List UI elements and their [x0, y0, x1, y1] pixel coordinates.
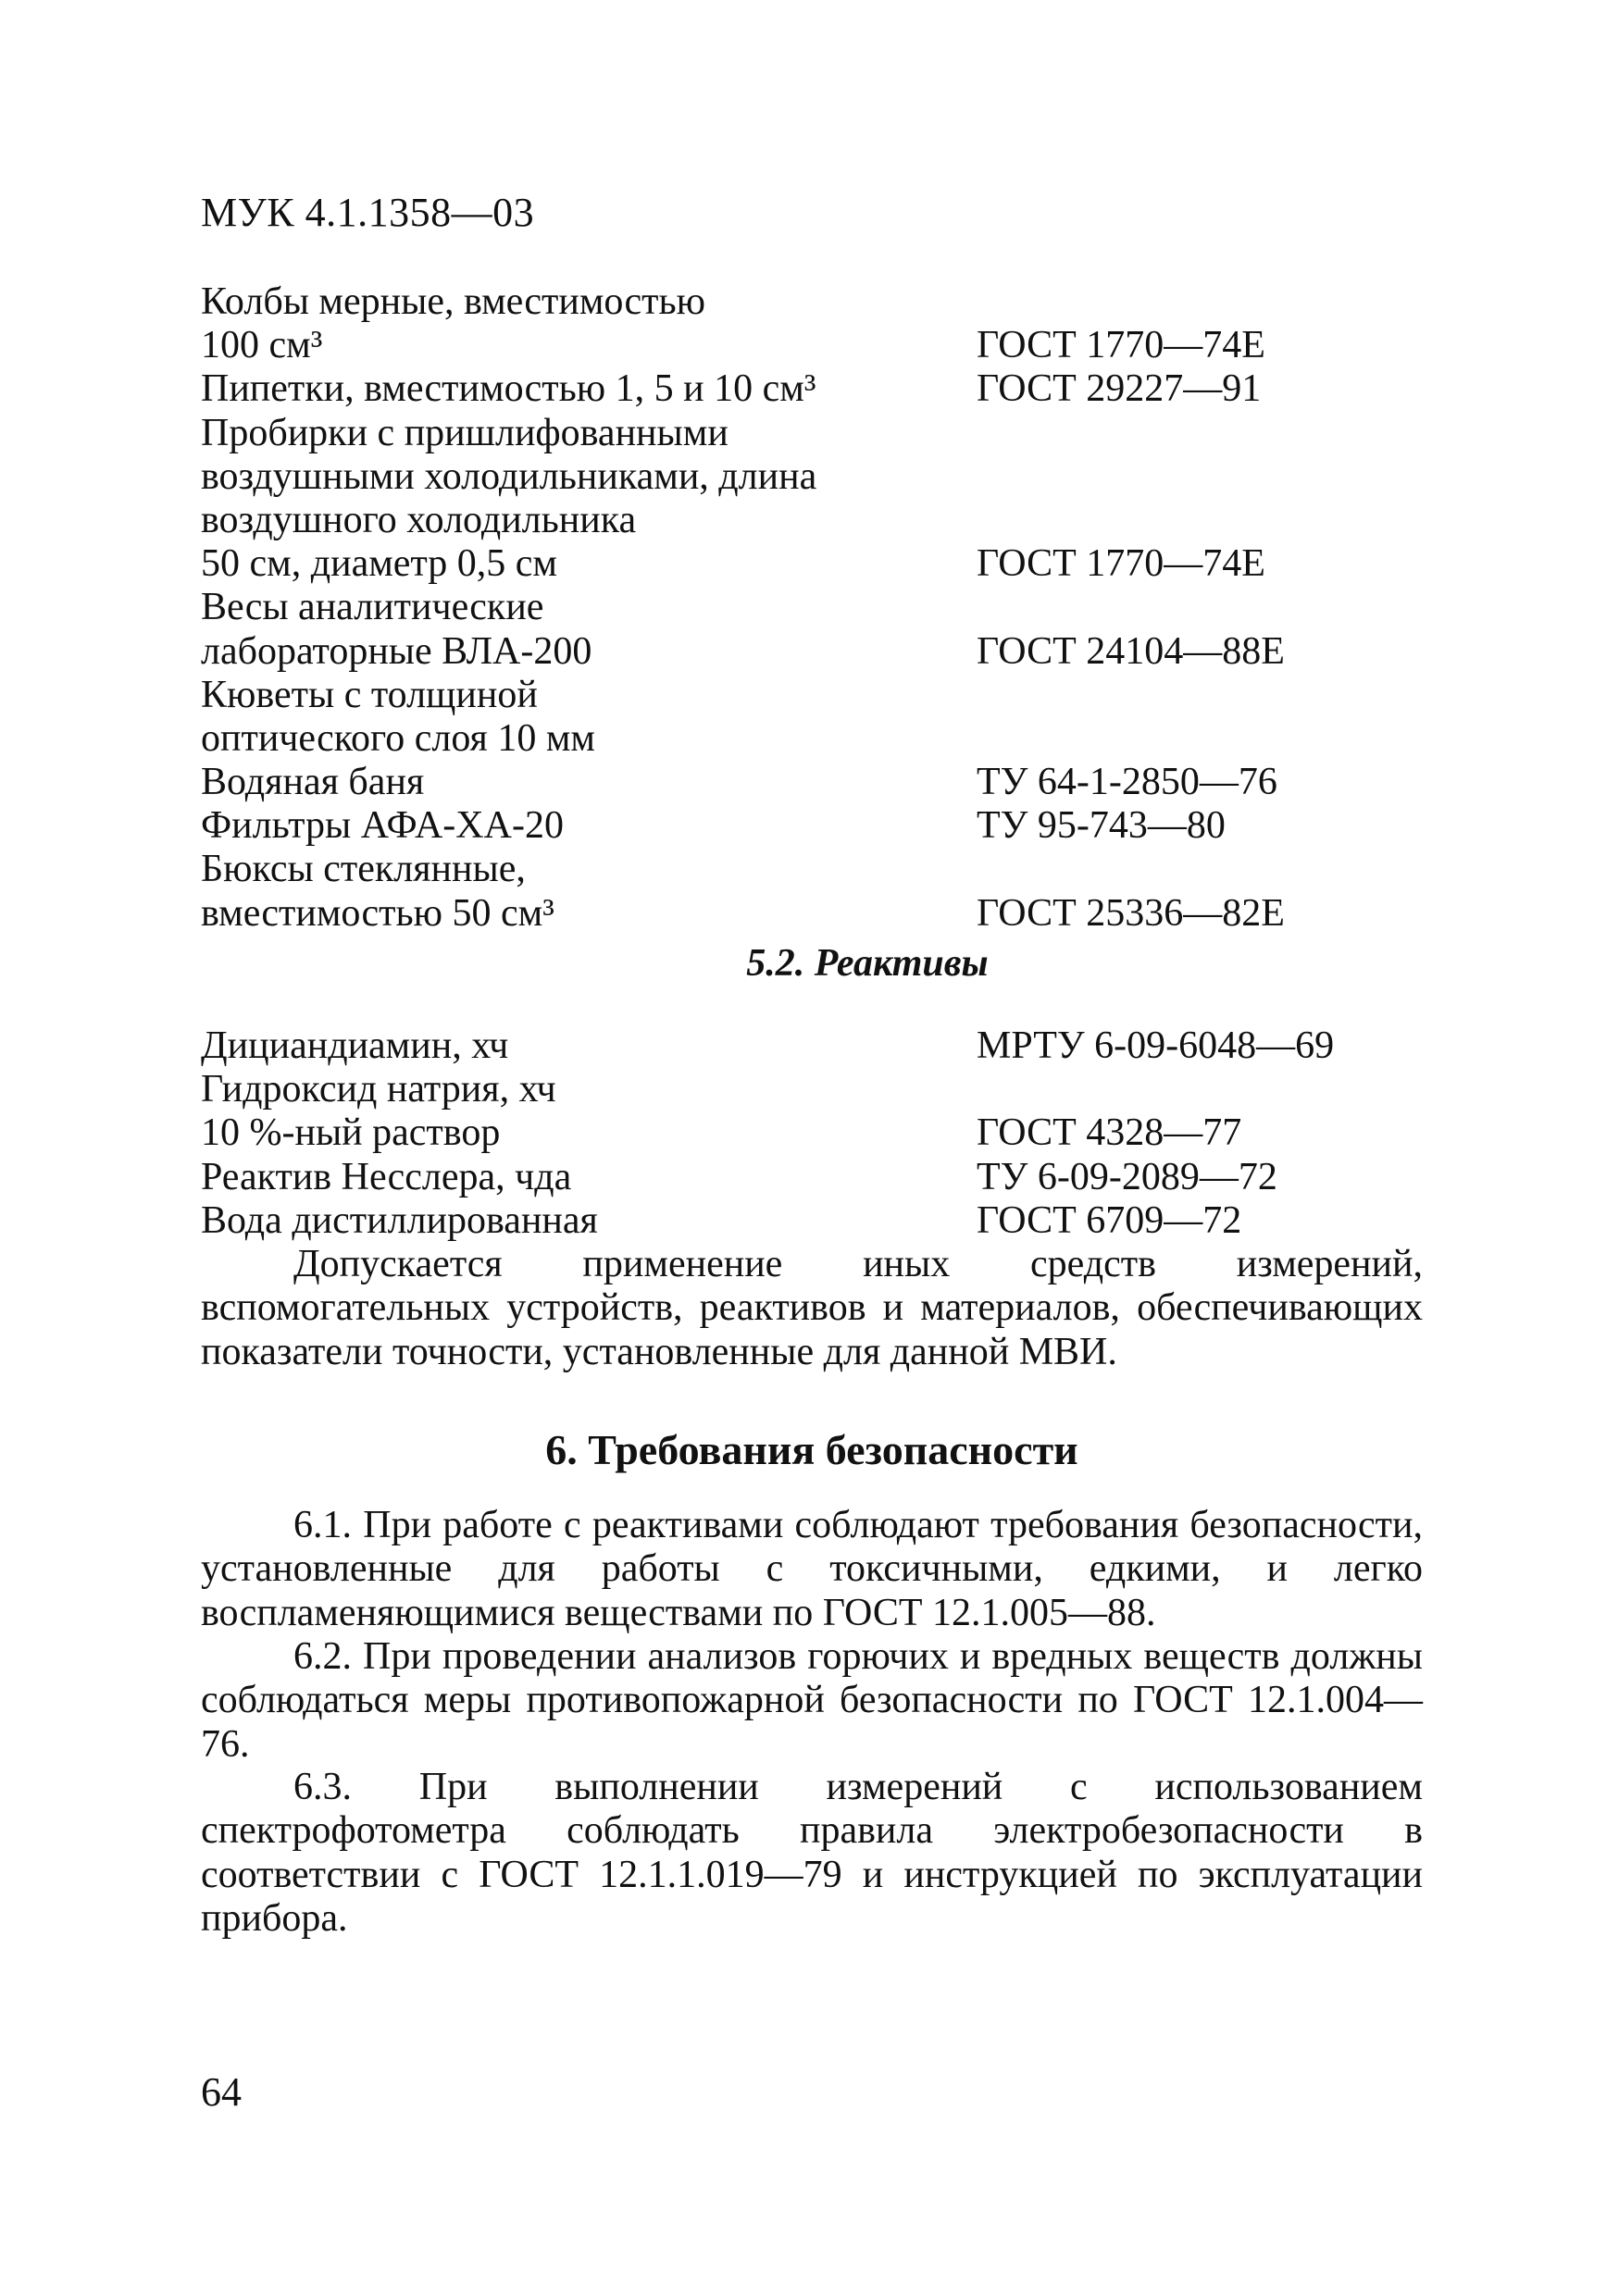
item-name: воздушного холодильника: [201, 498, 637, 541]
paragraph-6-2: [201, 1635, 1423, 1767]
list-item: [201, 761, 1423, 804]
list-item: [201, 1068, 1423, 1111]
item-name: вместимостью 50 см³: [201, 891, 554, 935]
list-item: [201, 1199, 1423, 1243]
list-item: [201, 1111, 1423, 1155]
item-name: Реактив Несслера, чда: [201, 1155, 572, 1198]
reagents-heading: 5.2. Реактивы: [746, 941, 989, 985]
item-name: Дициандиамин, хч: [201, 1024, 509, 1067]
item-name: Вода дистиллированная: [201, 1198, 598, 1242]
note-paragraph: [201, 1243, 1423, 1374]
item-standard: ТУ 6-09-2089—72: [977, 1155, 1277, 1198]
paragraph-6-1: [201, 1504, 1423, 1635]
item-name: Гидроксид натрия, хч: [201, 1068, 556, 1111]
item-name: 100 см³: [201, 324, 323, 367]
item-name: лабораторные ВЛА-200: [201, 629, 592, 673]
item-name: Фильтры АФА-ХА-20: [201, 804, 564, 848]
list-item: [201, 630, 1423, 674]
reagents-list: [201, 1024, 1423, 1243]
paragraph-6-3-text: 6.3. При выполнении измерений с использованием спектрофотометра соблюдать правила электробезопасности в соответствии с ГОСТ 12.1.1.019—79 и инструкцией по эксплуатации прибора.: [201, 1766, 1423, 1941]
item-name: Колбы мерные, вместимостью: [201, 280, 705, 323]
page-number: 64: [201, 2069, 242, 2115]
paragraph-6-2-text: 6.2. При проведении анализов горючих и вредных веществ должны соблюдаться меры противопожарной безопасности по ГОСТ 12.1.004—76.: [201, 1635, 1423, 1766]
item-name: Пробирки с пришлифованными: [201, 411, 729, 454]
paragraph-6-3: [201, 1766, 1423, 1942]
list-item: [201, 324, 1423, 367]
list-item: [201, 455, 1423, 499]
item-name: 50 см, диаметр 0,5 см: [201, 542, 558, 586]
item-name: Кюветы с толщиной: [201, 673, 538, 716]
item-name: Весы аналитические: [201, 586, 544, 629]
list-item: [201, 542, 1423, 586]
paragraph-6-1-text: 6.1. При работе с реактивами соблюдают требования безопасности, установленные для работы с токсичными, едкими, и легко воспламеняющимися веществами по ГОСТ 12.1.005—88.: [201, 1504, 1423, 1634]
list-item: [201, 586, 1423, 629]
item-standard: ГОСТ 1770—74Е: [977, 542, 1265, 586]
item-name: воздушными холодильниками, длина: [201, 454, 817, 498]
item-name: Пипетки, вместимостью 1, 5 и 10 см³: [201, 367, 816, 411]
item-standard: ГОСТ 24104—88Е: [977, 629, 1285, 673]
list-item: [201, 367, 1423, 411]
item-name: Бюксы стеклянные,: [201, 848, 526, 891]
item-standard: ГОСТ 29227—91: [977, 367, 1262, 411]
item-name: Водяная баня: [201, 761, 425, 804]
list-item: [201, 717, 1423, 761]
item-standard: ТУ 64-1-2850—76: [977, 761, 1277, 804]
list-item: [201, 280, 1423, 324]
list-item: [201, 412, 1423, 455]
equipment-list: [201, 280, 1423, 991]
section-6-title: 6. Требования безопасности: [545, 1426, 1078, 1473]
item-standard: ГОСТ 6709—72: [977, 1198, 1242, 1242]
item-standard: ГОСТ 4328—77: [977, 1111, 1242, 1155]
list-item: [201, 892, 1423, 936]
list-item: [201, 1156, 1423, 1199]
item-standard: ГОСТ 25336—82Е: [977, 891, 1285, 935]
document-header: МУК 4.1.1358—03: [201, 190, 535, 235]
list-item: [201, 848, 1423, 891]
item-standard: МРТУ 6-09-6048—69: [977, 1024, 1335, 1067]
list-item: [201, 1024, 1423, 1068]
note-text: Допускается применение иных средств измерений, вспомогательных устройств, реактивов и материалов, обеспечивающих показатели точности, установленные для данной МВИ.: [201, 1243, 1423, 1373]
item-standard: ГОСТ 1770—74Е: [977, 324, 1265, 367]
list-item: [201, 499, 1423, 542]
item-name: 10 %-ный раствор: [201, 1111, 501, 1155]
item-standard: ТУ 95-743—80: [977, 804, 1226, 848]
item-name: оптического слоя 10 мм: [201, 716, 595, 760]
list-item: [201, 674, 1423, 717]
list-item: [201, 804, 1423, 848]
